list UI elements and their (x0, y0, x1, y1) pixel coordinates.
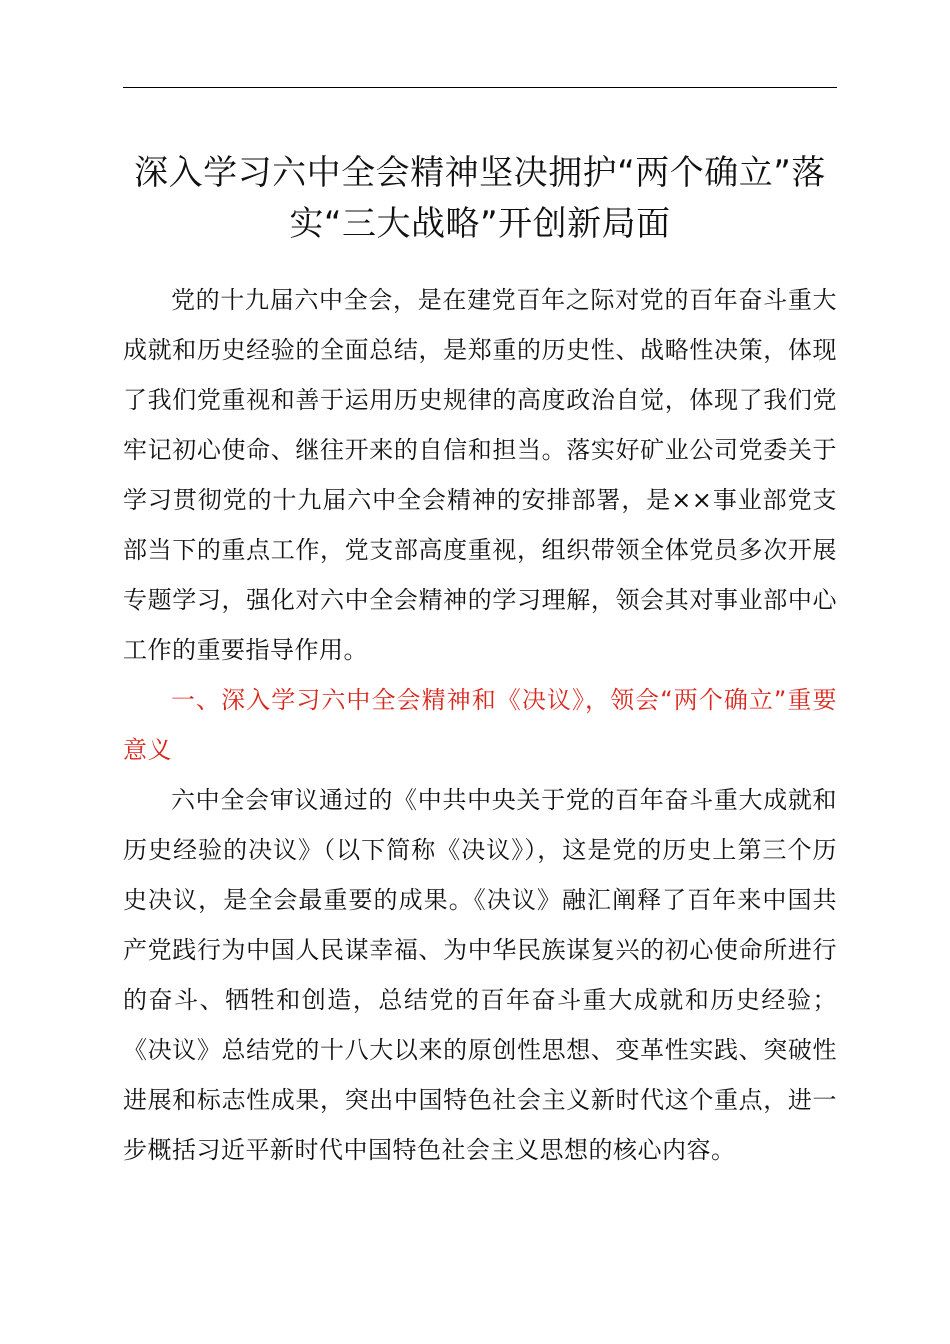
section-heading-1: 一、深入学习六中全会精神和《决议》，领会“两个确立”重要意义 (123, 686, 837, 764)
intro-paragraph: 党的十九届六中全会，是在建党百年之际对党的百年奋斗重大成就和历史经验的全面总结，是郑重的历史性、战略性决策，体现了我们党重视和善于运用历史规律的高度政治自觉，体现了我们党牢记初心使命、继往开来的自信和担当。落实好矿业公司党委关于学习贯彻党的十九届六中全会精神的安排部署，是××事业部党支部当下的重点工作，党支部高度重视，组织带领全体党员多次开展专题学习，强化对六中全会精神的学习理解，领会其对事业部中心工作的重要指导作用。 (123, 286, 837, 664)
document-body (123, 275, 837, 1175)
header-rule (123, 87, 837, 88)
document-title: 深入学习六中全会精神坚决拥护“两个确立”落实“三大战略”开创新局面 (134, 153, 826, 244)
section-1-paragraph: 六中全会审议通过的《中共中央关于党的百年奋斗重大成就和历史经验的决议》（以下简称《决议》），这是党的历史上第三个历史决议，是全会最重要的成果。《决议》融汇阐释了百年来中国共产党践行为中国人民谋幸福、为中华民族谋复兴的初心使命所进行的奋斗、牺牲和创造，总结党的百年奋斗重大成就和历史经验；《决议》总结党的十八大以来的原创性思想、变革性实践、突破性进展和标志性成果，突出中国特色社会主义新时代这个重点，进一步概括习近平新时代中国特色社会主义思想的核心内容。 (123, 786, 837, 1164)
document-page (123, 148, 837, 1175)
